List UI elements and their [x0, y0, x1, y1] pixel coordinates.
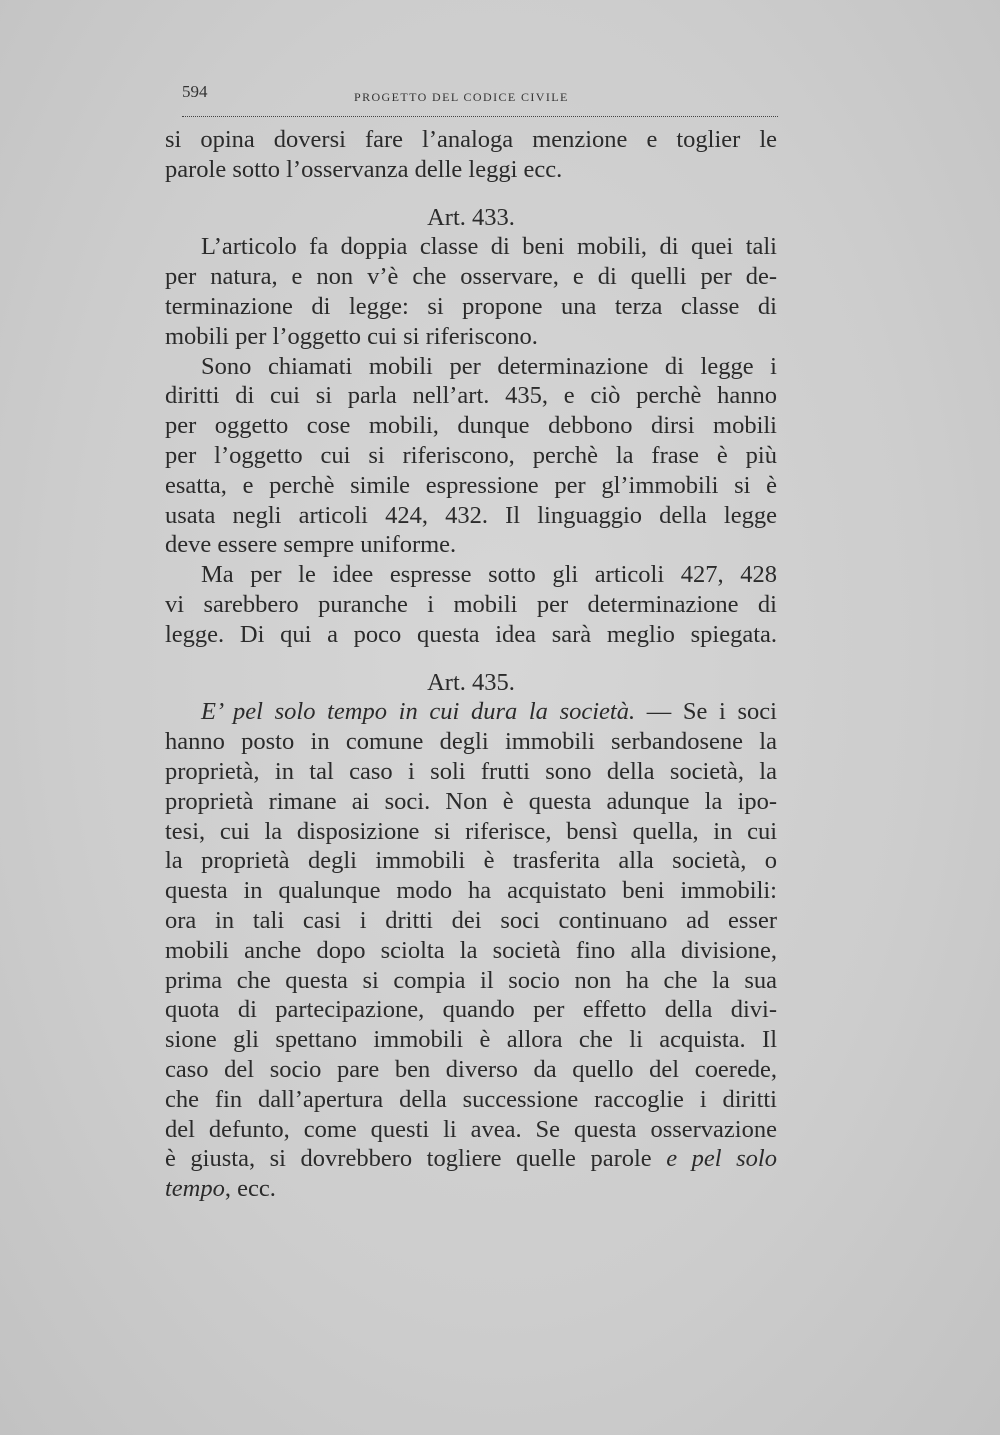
text-line: L’articolo fa doppia classe di beni mobili, di quei tali [201, 233, 777, 261]
text-segment: è giusta, si dovrebbero togliere quelle parole [165, 1145, 652, 1173]
italic-lead: E’ pel solo tempo in cui dura la società. [201, 698, 636, 726]
text-line: che fin dall’apertura della successione raccoglie i diritti [165, 1085, 777, 1113]
section-spacer [165, 650, 777, 666]
text-line: per oggetto cose mobili, dunque debbono dirsi mobili [165, 412, 777, 440]
text-line: del defunto, come questi li avea. Se questa osservazione [165, 1115, 777, 1143]
article-heading-435: Art. 435. [427, 668, 515, 696]
text-line: terminazione di legge: si propone una terza classe di [165, 292, 777, 320]
text-line-lead [165, 697, 777, 727]
text-line: mobili anche dopo sciolta la società fino alla divisione, [165, 936, 777, 964]
text-line: Ma per le idee espresse sotto gli articoli 427, 428 [201, 561, 777, 589]
section-spacer [165, 185, 777, 201]
text-line: hanno posto in comune degli immobili serbandosene la [165, 728, 777, 756]
text-line: esatta, e perchè simile espressione per gl’immobili si è [165, 471, 777, 499]
text-line: usata negli articoli 424, 432. Il linguaggio della legge [165, 501, 777, 529]
text-line: legge. Di qui a poco questa idea sarà meglio spiegata. [165, 620, 777, 648]
text-line: prima che questa si compia il socio non ha che la sua [165, 966, 777, 994]
text-line: sione gli spettano immobili è allora che li acquista. Il [165, 1026, 777, 1054]
running-title: PROGETTO DEL CODICE CIVILE [354, 90, 569, 104]
text-line: la proprietà degli immobili è trasferita alla società, o [165, 847, 777, 875]
text-line: Sono chiamati mobili per determinazione di legge i [201, 352, 777, 380]
article-heading-433: Art. 433. [427, 203, 515, 231]
text-line: vi sarebbero puranche i mobili per determinazione di [165, 590, 777, 618]
text-line: mobili per l’oggetto cui si riferiscono. [165, 322, 538, 350]
page-header [182, 80, 778, 117]
italic-final: tempo [165, 1175, 225, 1203]
text-line: proprietà rimane ai soci. Non è questa adunque la ipo- [165, 787, 777, 815]
page-body [165, 125, 777, 1204]
text-line-final [165, 1174, 777, 1204]
text-line: diritti di cui si parla nell’art. 435, e ciò perchè hanno [165, 382, 777, 410]
text-line: tesi, cui la disposizione si riferisce, bensì quella, in cui [165, 817, 777, 845]
text-line: per l’oggetto cui si riferiscono, perchè la frase è più [165, 441, 777, 469]
text-line: per natura, e non v’è che osservare, e di quelli per de- [165, 263, 777, 291]
text-line: si opina doversi fare l’analoga menzione e toglier le [165, 126, 777, 153]
lead-rest: — Se i soci [635, 698, 777, 726]
text-line: proprietà, in tal caso i soli frutti sono della società, la [165, 757, 777, 785]
text-line: caso del socio pare ben diverso da quello del coerede, [165, 1055, 777, 1083]
final-rest: , ecc. [224, 1175, 276, 1203]
page-number: 594 [182, 82, 208, 101]
text-line [165, 1144, 777, 1174]
text-line: quota di partecipazione, quando per effetto della divi- [165, 996, 777, 1024]
text-line: ora in tali casi i dritti dei soci continuano ad esser [165, 906, 777, 934]
text-line: parole sotto l’osservanza delle leggi ecc. [165, 155, 563, 183]
italic-tail: e pel solo [666, 1145, 777, 1173]
text-line: deve essere sempre uniforme. [165, 531, 457, 559]
text-line: questa in qualunque modo ha acquistato beni immobili: [165, 877, 777, 905]
